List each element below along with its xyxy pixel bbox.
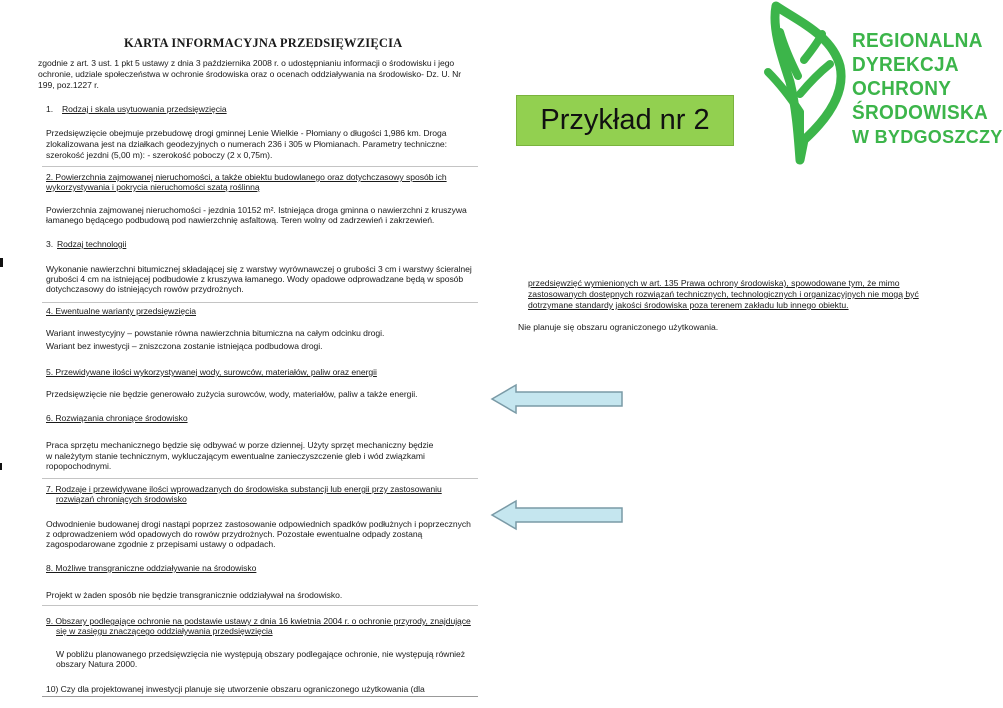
section-7-heading: rozwiązań chroniących środowisko <box>56 494 187 504</box>
section-3-line: Wykonanie nawierzchni bitumicznej składającej się z warstwy wyrównawczej o grubości 3 cm i warstwy ścieralnej <box>46 264 472 274</box>
logo-line: DYREKCJA <box>852 54 959 77</box>
section-8-line: Projekt w żaden sposób nie będzie transgranicznie oddziaływał na środowisko. <box>46 590 343 600</box>
intro-line: ochronie, udziale społeczeństwa w ochronie środowiska oraz o ocenach oddziaływania na środowisko- Dz. U. Nr <box>38 69 462 79</box>
section-divider <box>42 605 478 606</box>
intro-line: zgodnie z art. 3 ust. 1 pkt 5 ustawy z dnia 3 października 2008 r. o udostępnianiu informacji o środowisku i jego <box>38 58 455 68</box>
section-divider <box>42 166 478 167</box>
intro-line: 199, poz.1227 r. <box>38 80 99 90</box>
section-6-line: Praca sprzętu mechanicznego będzie się odbywać w porze dziennej. Użyty sprzęt mechaniczny będzie <box>46 440 434 450</box>
continuation-answer: Nie planuje się obszaru ograniczonego użytkowania. <box>518 322 719 332</box>
logo-line: REGIONALNA <box>852 30 983 53</box>
page-edge-mark <box>0 258 3 267</box>
leaf-logo-icon <box>760 2 850 162</box>
example-badge: Przykład nr 2 <box>516 95 734 146</box>
section-2-heading: wykorzystywania i pokrycia nieruchomości szatą roślinną <box>46 182 260 192</box>
section-3-line: grubości 4 cm na istniejącej podbudowie z kruszywa łamanego. Wody opadowe odprowadzane będą w sposób <box>46 274 464 284</box>
section-1-heading: Rodzaj i skala usytuowania przedsięwzięcia <box>62 104 227 114</box>
section-9-line: W pobliżu planowanego przedsięwzięcia nie występują obszary podlegające ochronie, nie występują również <box>56 649 466 659</box>
section-5-heading: 5. Przewidywane ilości wykorzystywanej wody, surowców, materiałów, paliw oraz energii <box>46 367 377 377</box>
section-1-line: szerokość jezdni (5,00 m): - szerokość poboczy (2 x 0,75m). <box>46 150 273 160</box>
section-7-line: Odwodnienie budowanej drogi nastąpi poprzez zastosowanie odpowiednich spadków podłużnych i poprzecznych <box>46 519 471 529</box>
continuation-line: przedsięwzięć wymienionych w art. 135 Prawa ochrony środowiska), spowodowane tym, że mimo <box>528 278 900 288</box>
section-9-heading: 9. Obszary podlegające ochronie na podstawie ustawy z dnia 16 kwietnia 2004 r. o ochronie przyrody, znajdujące <box>46 616 471 626</box>
section-7-heading: 7. Rodzaje i przewidywane ilości wprowadzanych do środowiska substancji lub energii przy zastosowaniu <box>46 484 442 494</box>
arrow-left-icon <box>490 383 624 415</box>
section-4-line: Wariant inwestycyjny – powstanie równa nawierzchnia bitumiczna na całym odcinku drogi. <box>46 328 385 338</box>
page-edge-mark <box>0 463 2 470</box>
section-1-line: Przedsięwzięcie obejmuje przebudowę drogi gminnej Lenie Wielkie - Płomiany o długości 1,986 km. Droga <box>46 128 447 138</box>
section-divider <box>42 696 478 697</box>
section-5-line: Przedsięwzięcie nie będzie generowało zużycia surowców, wody, materiałów, paliw a także energii. <box>46 389 418 399</box>
section-2-line: Powierzchnia zajmowanej nieruchomości - jezdnia 10152 m². Istniejąca droga gminna o nawierzchni z kruszywa <box>46 205 467 215</box>
section-3-line: dotychczasowy do istniejących rowów przydrożnych. <box>46 284 244 294</box>
logo-line: ŚRODOWISKA <box>852 102 988 125</box>
document-title: KARTA INFORMACYJNA PRZEDSIĘWZIĘCIA <box>124 36 403 50</box>
section-7-line: z odprowadzeniem wód opadowych do rowów przydrożnych. Pozostałe ewentualne odpady zostaną <box>46 529 423 539</box>
section-divider <box>42 302 478 303</box>
section-6-heading: 6. Rozwiązania chroniące środowisko <box>46 413 188 423</box>
section-2-line: łamanego będącego podbudową pod nawierzchnię asfaltową. Teren wolny od zadrzewień i zakrzewień. <box>46 215 435 225</box>
section-3-heading: Rodzaj technologii <box>57 239 127 249</box>
arrow-left-icon <box>490 499 624 531</box>
section-6-line: ropopochodnymi. <box>46 461 112 471</box>
section-9-line: obszary Natura 2000. <box>56 659 138 669</box>
section-1-line: zlokalizowana jest na działkach geodezyjnych o numerach 236 i 305 w Płomianach. Parametry techniczne: <box>46 139 447 149</box>
section-4-heading: 4. Ewentualne warianty przedsięwzięcia <box>46 306 197 316</box>
continuation-line: dotrzymane standardy jakości środowiska poza terenem zakładu lub innego obiektu. <box>528 300 849 310</box>
continuation-line: zastosowanych dostępnych rozwiązań technicznych, technologicznych i organizacyjnych nie mogą być <box>528 289 919 299</box>
logo-line: W BYDGOSZCZY <box>852 126 1003 147</box>
section-8-heading: 8. Możliwe transgraniczne oddziaływanie na środowisko <box>46 563 257 573</box>
logo-line: OCHRONY <box>852 78 952 101</box>
section-10-heading: 10) Czy dla projektowanej inwestycji planuje się utworzenie obszaru ograniczonego użytkowania (dla <box>46 684 425 694</box>
section-4-line: Wariant bez inwestycji – zniszczona zostanie istniejąca podbudowa drogi. <box>46 341 323 351</box>
section-1-number: 1. <box>46 104 54 114</box>
section-9-heading: się w zasięgu znaczącego oddziaływania przedsięwzięcia <box>56 626 273 636</box>
section-6-line: w należytym stanie technicznym, wykluczającym ewentualne zanieczyszczenie gleb i wód związkami <box>46 451 425 461</box>
section-2-heading: 2. Powierzchnia zajmowanej nieruchomości, a także obiektu budowlanego oraz dotychczasowy sposób ich <box>46 172 447 182</box>
section-7-line: zagospodarowane zgodnie z przepisami ustawy o odpadach. <box>46 539 276 549</box>
section-3-number: 3. <box>46 239 54 249</box>
section-divider <box>42 478 478 479</box>
